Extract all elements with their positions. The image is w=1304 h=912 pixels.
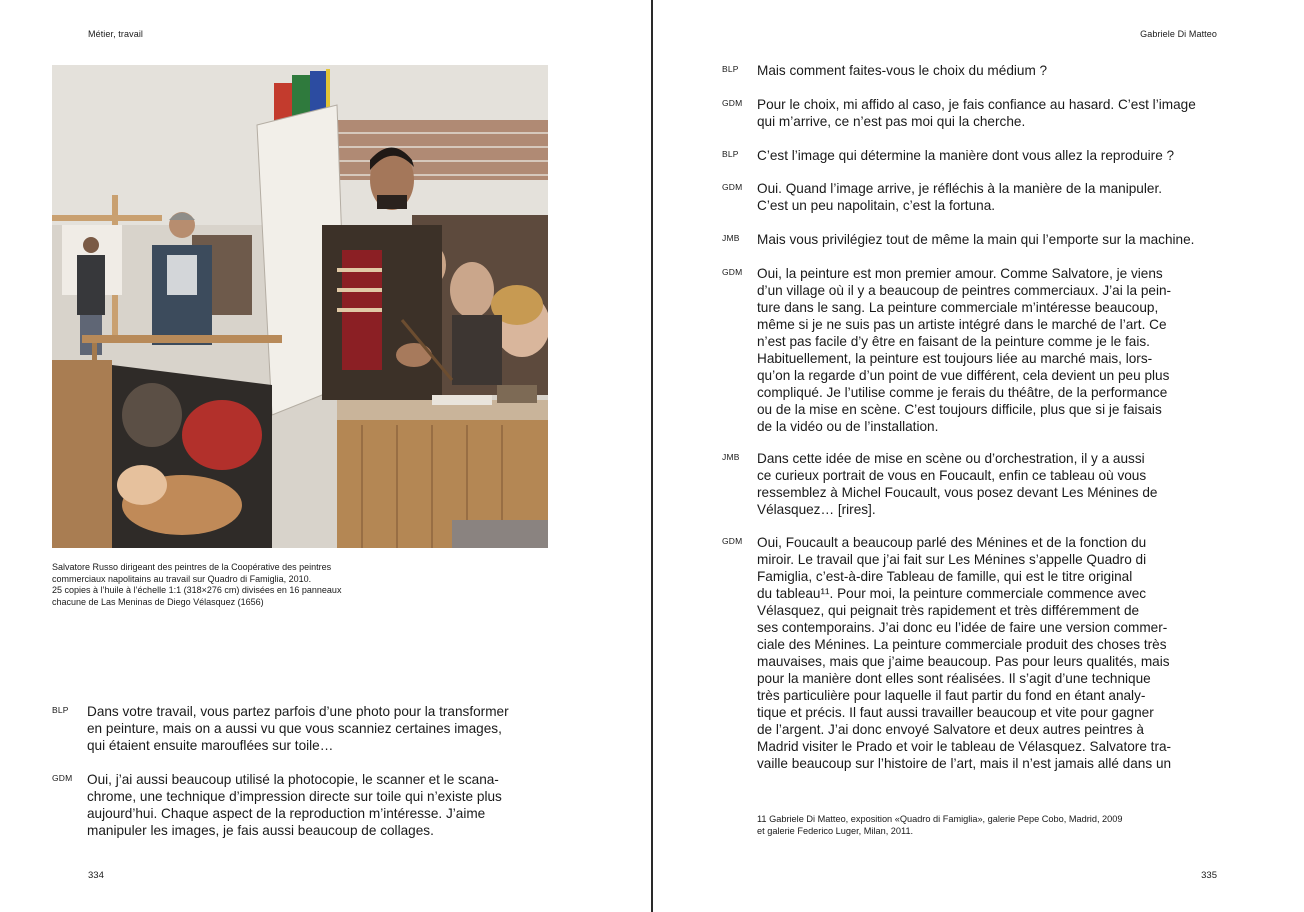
text-line: compliqué. Je l’utilise comme je ferais du théâtre, de la performance	[757, 385, 1168, 400]
interview-text	[87, 771, 502, 839]
text-line: ture dans le sang. La peinture commerciale m’intéresse beaucoup,	[757, 300, 1159, 315]
interview-text	[757, 265, 1171, 435]
speaker-tag: GDM	[722, 536, 743, 546]
footnote-line: 11 Gabriele Di Matteo, exposition «Quadro di Famiglia», galerie Pepe Cobo, Madrid, 2009	[757, 814, 1123, 824]
footnote-line: et galerie Federico Luger, Milan, 2011.	[757, 826, 914, 836]
text-line: Dans votre travail, vous partez parfois d’une photo pour la transformer	[87, 704, 509, 719]
text-line: qui m’arrive, ce n’est pas moi qui la cherche.	[757, 114, 1026, 129]
speaker-tag: JMB	[722, 233, 740, 243]
interview-text	[757, 62, 1047, 79]
text-line: Famiglia, c’est-à-dire Tableau de famille, qui est le titre original	[757, 569, 1133, 584]
text-line: pour la manière dont elles sont réalisées. Il s’agit d’une technique	[757, 671, 1151, 686]
text-line: même si je ne suis pas un artiste intégré dans le marché de l’art. Ce	[757, 317, 1167, 332]
caption-line: 25 copies à l’huile à l’échelle 1:1 (318×276 cm) divisées en 16 panneaux	[52, 585, 342, 595]
right-page	[653, 0, 1304, 912]
interview-text	[757, 231, 1194, 248]
running-head-right: Gabriele Di Matteo	[1140, 29, 1217, 39]
text-line: ce curieux portrait de vous en Foucault, enfin ce tableau où vous	[757, 468, 1147, 483]
speaker-tag: BLP	[52, 705, 69, 715]
photo-caption	[52, 562, 472, 608]
speaker-tag: GDM	[52, 773, 73, 783]
text-line: Oui, Foucault a beaucoup parlé des Ménines et de la fonction du	[757, 535, 1147, 550]
footnote	[757, 813, 1123, 837]
interview-text	[757, 96, 1196, 130]
text-line: C’est l’image qui détermine la manière dont vous allez la reproduire ?	[757, 148, 1175, 163]
text-line: d’un village où il y a beaucoup de peintres commerciaux. J’ai la pein-	[757, 283, 1172, 298]
interview-text	[757, 180, 1162, 214]
text-line: Oui, la peinture est mon premier amour. Comme Salvatore, je viens	[757, 266, 1163, 281]
page-number-left: 334	[88, 870, 104, 881]
text-line: tique et précis. Il faut aussi travailler beaucoup et vite pour gagner	[757, 705, 1154, 720]
text-line: vaille beaucoup sur l’histoire de l’art, mais il n’est jamais allé dans un	[757, 756, 1172, 771]
text-line: qui étaient ensuite marouflées sur toile…	[87, 738, 334, 753]
text-line: qu’on la regarde d’un point de vue différent, cela devient un peu plus	[757, 368, 1170, 383]
interview-text	[757, 534, 1171, 772]
text-line: Madrid visiter le Prado et voir le tableau de Vélasquez. Salvatore tra-	[757, 739, 1172, 754]
text-line: chrome, une technique d’impression directe sur toile qui n’existe plus	[87, 789, 502, 804]
text-line: très particulière pour laquelle il faut partir du fond en étant analy-	[757, 688, 1146, 703]
text-line: C’est un peu napolitain, c’est la fortuna.	[757, 198, 996, 213]
page-number-right: 335	[1201, 870, 1217, 881]
text-line: en peinture, mais on a aussi vu que vous scanniez certaines images,	[87, 721, 502, 736]
speaker-tag: BLP	[722, 149, 739, 159]
speaker-tag: BLP	[722, 64, 739, 74]
text-line: ciale des Ménines. La peinture commerciale produit des choses très	[757, 637, 1167, 652]
caption-line: commerciaux napolitains au travail sur Quadro di Famiglia, 2010.	[52, 573, 312, 584]
text-line: manipuler les images, je fais aussi beaucoup de collages.	[87, 823, 434, 838]
text-line: Oui. Quand l’image arrive, je réfléchis à la manière de la manipuler.	[757, 181, 1162, 196]
text-line: Dans cette idée de mise en scène ou d’orchestration, il y a aussi	[757, 451, 1145, 466]
text-line: ou de la mise en scène. C’est toujours difficile, plus que si je faisais	[757, 402, 1162, 417]
caption-line: Salvatore Russo dirigeant des peintres de la Coopérative des peintres	[52, 562, 332, 572]
text-line: de l’argent. J’ai donc envoyé Salvatore et deux autres peintres à	[757, 722, 1144, 737]
text-line: Vélasquez… [rires].	[757, 502, 876, 517]
speaker-tag: JMB	[722, 452, 740, 462]
studio-photo	[52, 65, 548, 548]
interview-text	[757, 147, 1174, 164]
studio-photo-illustration	[52, 65, 548, 548]
text-line: aujourd’hui. Chaque aspect de la reproduction m’intéresse. J’aime	[87, 806, 486, 821]
speaker-tag: GDM	[722, 267, 743, 277]
text-line: n’est pas facile d’y être en faisant de la peinture comme je le fais.	[757, 334, 1150, 349]
text-line: Mais comment faites-vous le choix du médium ?	[757, 63, 1048, 78]
caption-line: chacune de Las Meninas de Diego Vélasquez (1656)	[52, 596, 264, 607]
speaker-tag: GDM	[722, 182, 743, 192]
text-line: Oui, j’ai aussi beaucoup utilisé la photocopie, le scanner et le scana-	[87, 772, 499, 787]
text-line: Pour le choix, mi affido al caso, je fais confiance au hasard. C’est l’image	[757, 97, 1196, 112]
left-page	[0, 0, 651, 912]
text-line: ressemblez à Michel Foucault, vous posez devant Les Ménines de	[757, 485, 1158, 500]
text-line: Mais vous privilégiez tout de même la main qui l’emporte sur la machine.	[757, 232, 1195, 247]
text-line: Habituellement, la peinture est toujours liée au marché mais, lors-	[757, 351, 1153, 366]
interview-text	[757, 450, 1157, 518]
text-line: de la vidéo ou de l’installation.	[757, 419, 939, 434]
text-line: mauvaises, mais que j’aime beaucoup. Pas pour leurs qualités, mais	[757, 654, 1170, 669]
text-line: du tableau¹¹. Pour moi, la peinture commerciale commence avec	[757, 586, 1147, 601]
speaker-tag: GDM	[722, 98, 743, 108]
interview-text	[87, 703, 509, 754]
text-line: miroir. Le travail que j’ai fait sur Les Ménines s’appelle Quadro di	[757, 552, 1147, 567]
text-line: ses contemporains. J’ai donc eu l’idée de faire une version commer-	[757, 620, 1168, 635]
text-line: Vélasquez, qui peignait très rapidement et très différemment de	[757, 603, 1140, 618]
running-head-left: Métier, travail	[88, 29, 144, 39]
